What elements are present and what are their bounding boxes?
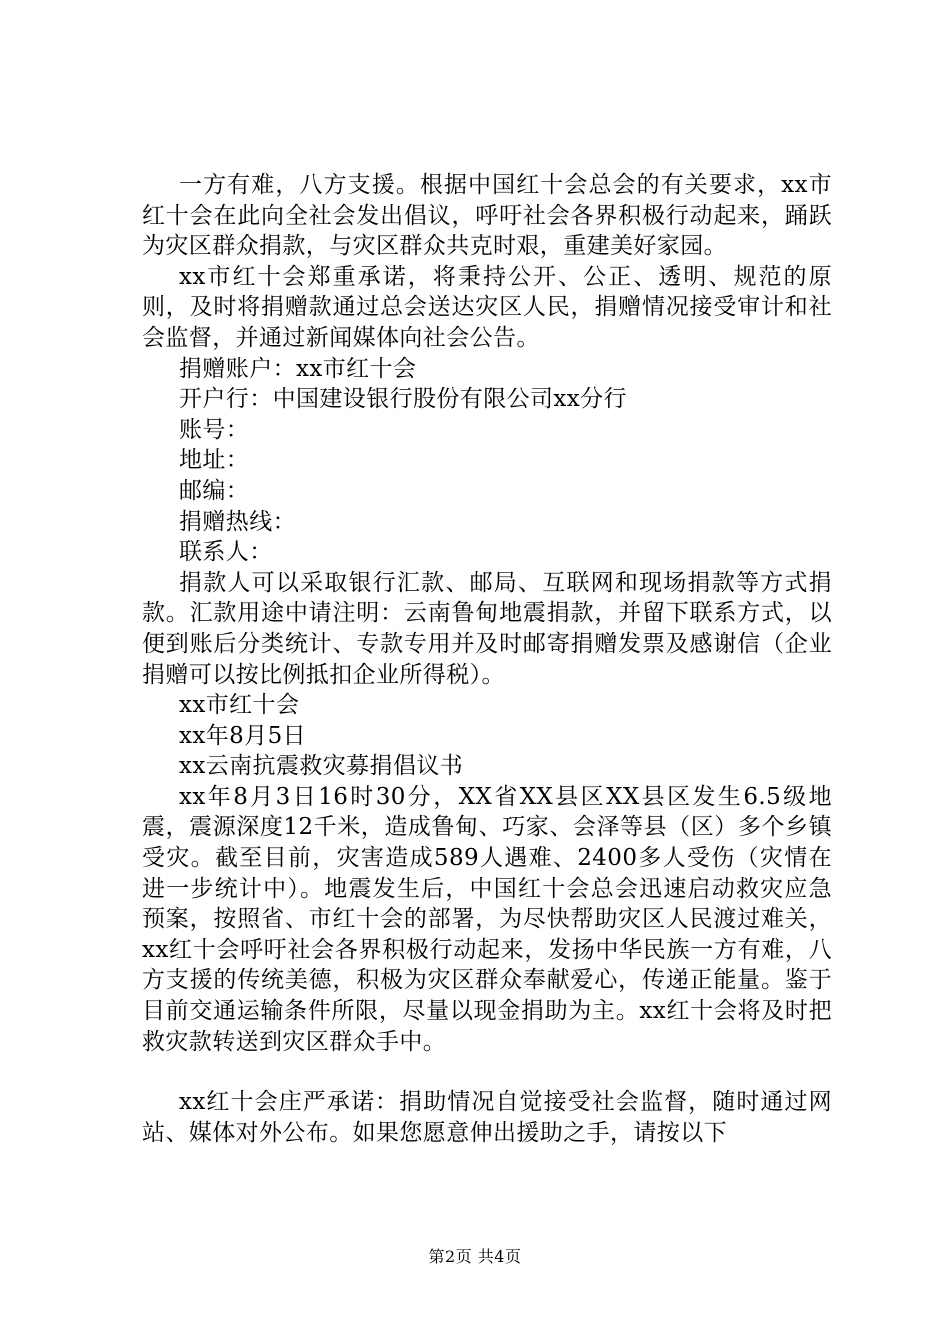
paragraph-donation-methods: 捐款人可以采取银行汇款、邮局、互联网和现场捐款等方式捐款。汇款用途中请注明：云南鲁甸地震捐款，并留下联系方式，以便到账后分类统计、专款专用并及时邮寄捐赠发票及感谢信（企业捐赠可以按比例抵扣企业所得税）。 [142,569,832,688]
postal-code: 邮编： [179,477,250,504]
section-title: xx云南抗震救灾募捐倡议书 [179,753,464,780]
paragraph-commitment: xx市红十会郑重承诺，将秉持公开、公正、透明、规范的原则，及时将捐赠款通过总会送达灾区人民，捐赠情况接受审计和社会监督，并通过新闻媒体向社会公告。 [142,263,832,351]
donation-hotline: 捐赠热线： [179,508,296,535]
paragraph-earthquake-report: xx年8月3日16时30分，XX省XX县区XX县区发生6.5级地震，震源深度12千米，造成鲁甸、巧家、会泽等县（区）多个乡镇受灾。截至目前，灾害造成589人遇难、2400多人受伤（灾情在进一步统计中）。地震发生后，中国红十会总会迅速启动救灾应急预案，按照省、市红十会的部署，为尽快帮助灾区人民渡过难关，xx红十会呼吁社会各界积极行动起来，发扬中华民族一方有难，八方支援的传统美德，积极为灾区群众奉献爱心，传递正能量。鉴于目前交通运输条件所限，尽量以现金捐助为主。xx红十会将及时把救灾款转送到灾区群众手中。 [142,783,832,1055]
paragraph-appeal-intro: 一方有难，八方支援。根据中国红十会总会的有关要求，xx市红十会在此向全社会发出倡议，呼吁社会各界积极行动起来，踊跃为灾区群众捐款，与灾区群众共克时艰，重建美好家园。 [142,172,832,260]
donation-account: 捐赠账户：xx市红十会 [179,355,417,382]
signature-date: xx年8月5日 [179,722,307,749]
account-number: 账号： [179,416,250,443]
contact-person: 联系人： [179,539,273,566]
document-body [142,170,832,1148]
address: 地址： [179,447,250,474]
signature-organization: xx市红十会 [179,692,300,719]
page-number-footer: 第2页 共4页 [428,1247,522,1266]
bank-branch: 开户行：中国建设银行股份有限公司xx分行 [179,386,627,413]
paragraph-solemn-pledge: xx红十会庄严承诺：捐助情况自觉接受社会监督，随时通过网站、媒体对外公布。如果您愿意伸出援助之手，请按以下 [142,1089,832,1146]
